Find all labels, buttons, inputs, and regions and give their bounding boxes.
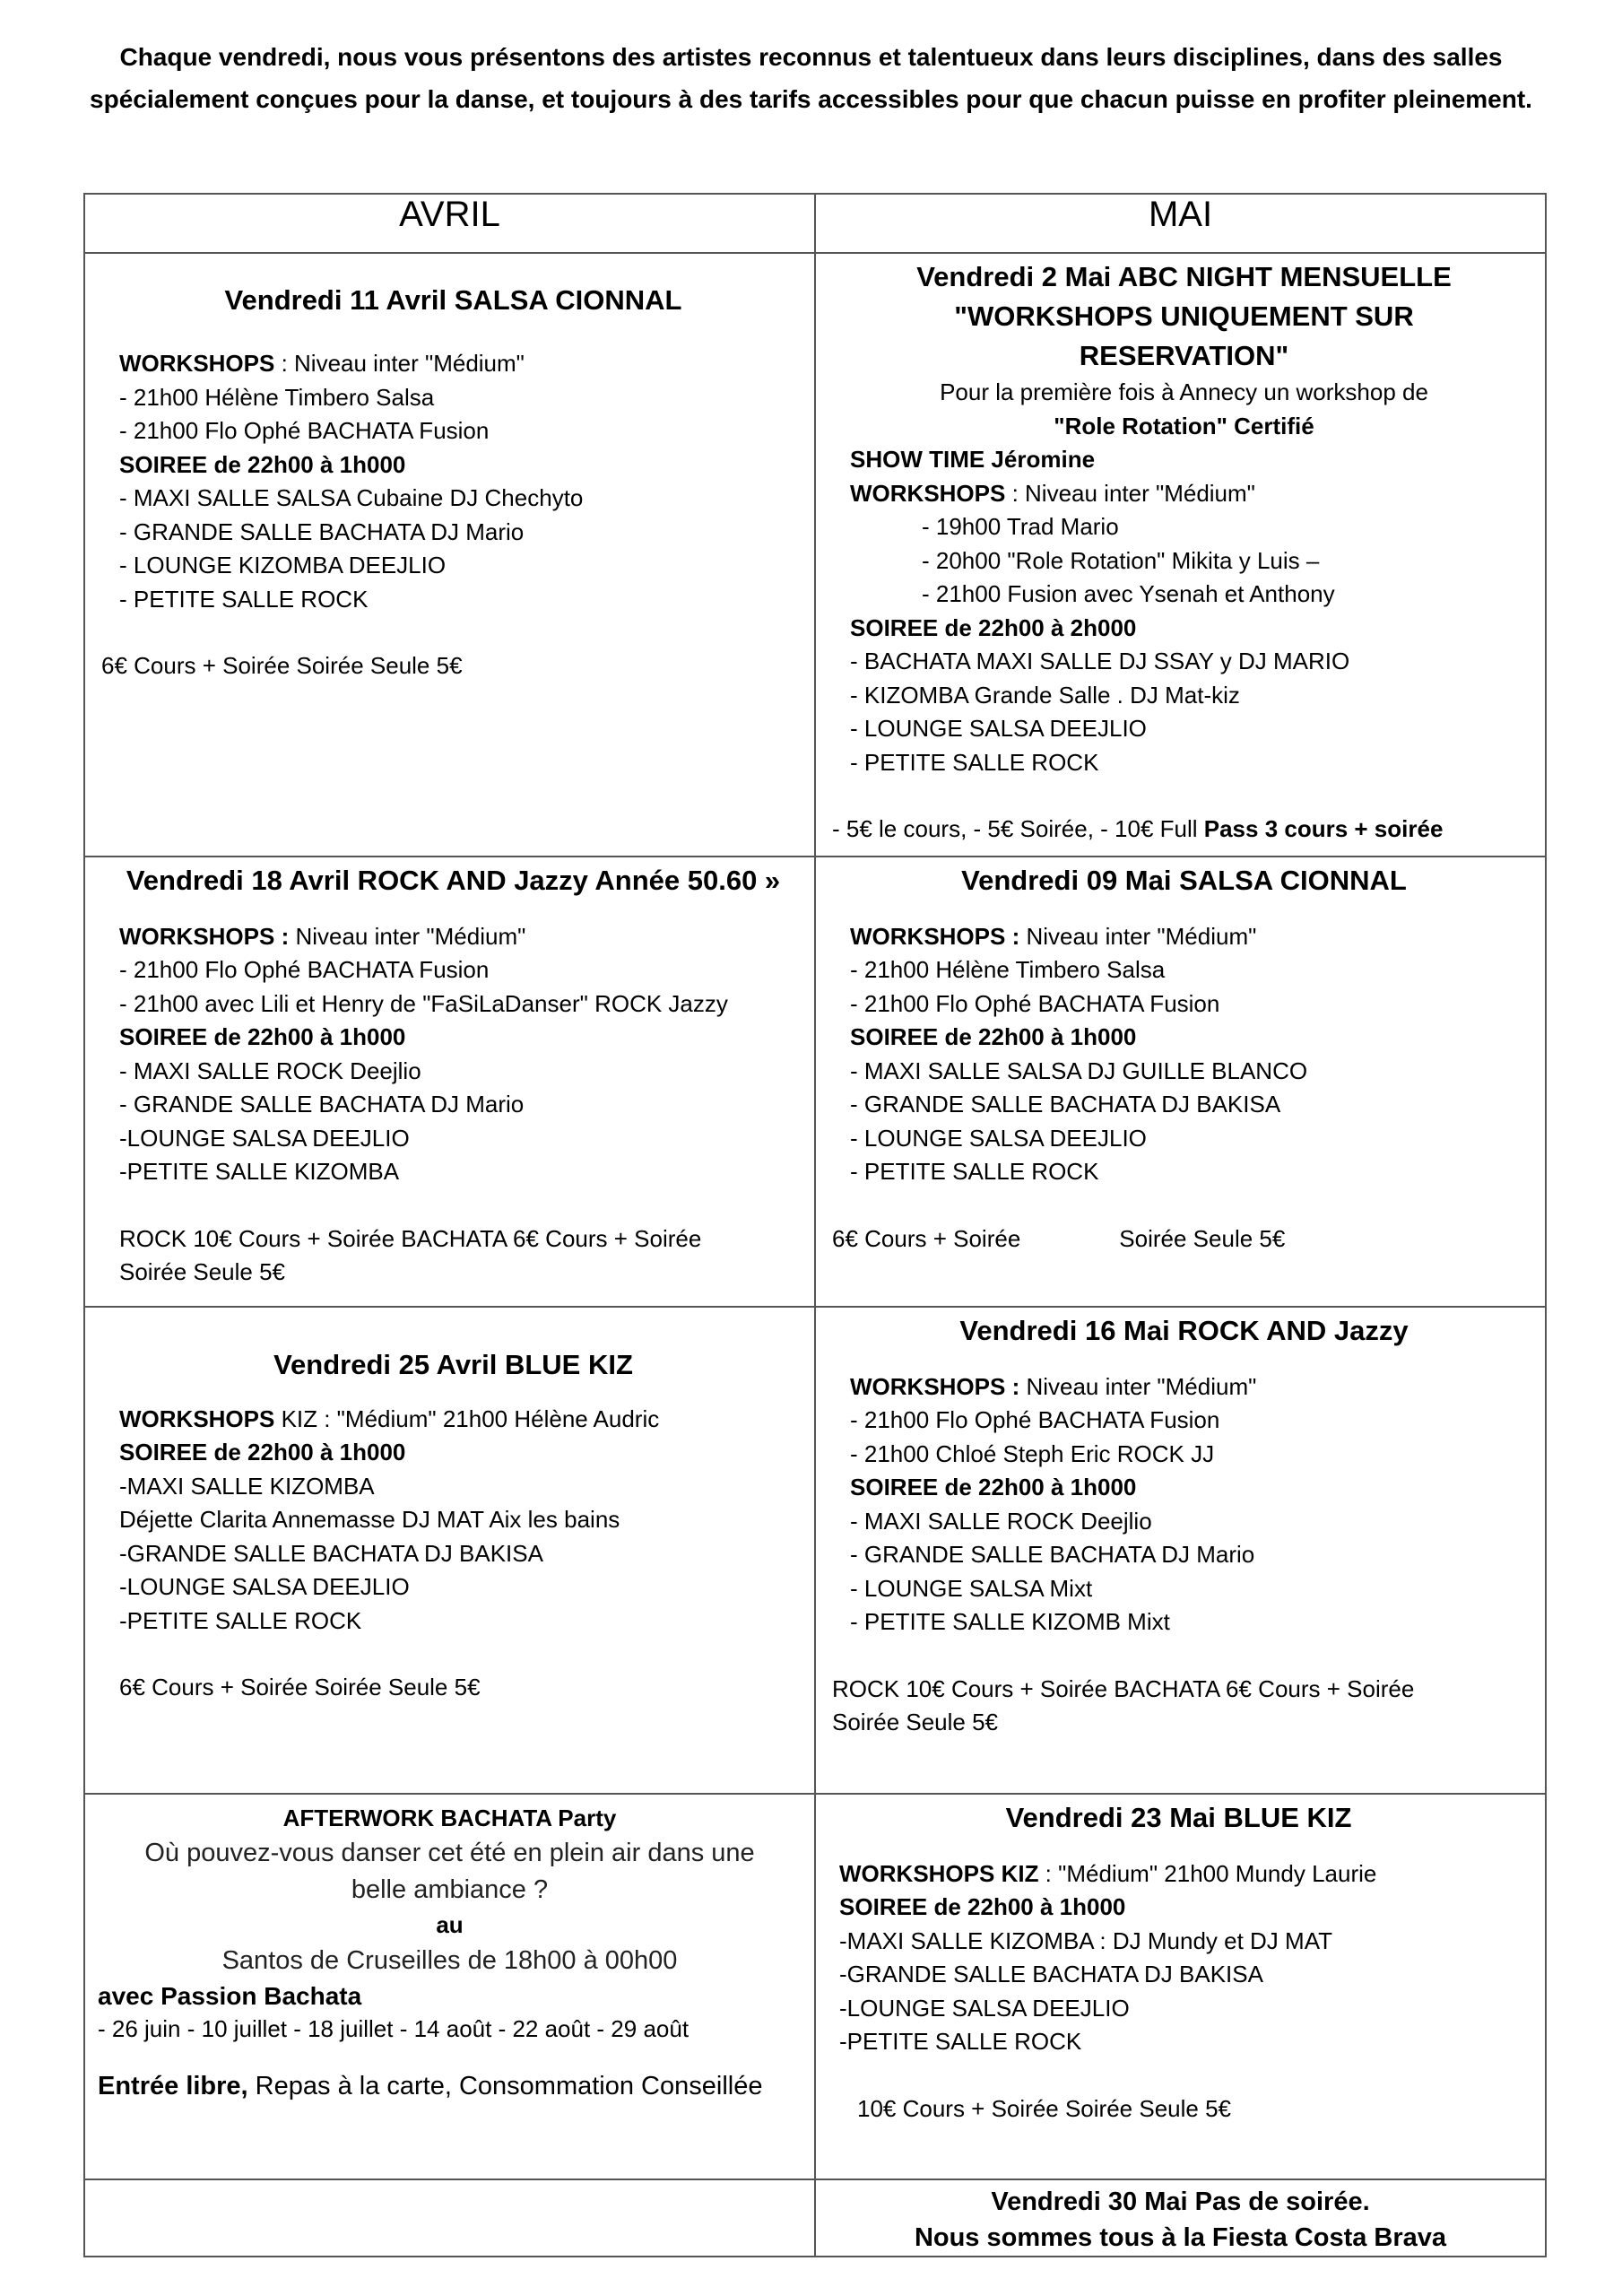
event-title: Vendredi 23 Mai BLUE KIZ (1005, 1801, 1352, 1833)
room-item: -PETITE SALLE KIZOMBA (119, 1158, 400, 1185)
afterwork-au: au (436, 1911, 464, 1938)
room-item: -PETITE SALLE ROCK (119, 1606, 362, 1634)
room-item: -LOUNGE SALSA DEEJLIO (839, 1994, 1130, 2022)
room-item: - MAXI SALLE ROCK Deejlio (850, 1507, 1152, 1535)
event-mai-02 (815, 253, 1546, 857)
event-avril-18 (84, 857, 815, 1307)
workshops-line: WORKSHOPS KIZ : "Médium" 21h00 Hélène Audric (119, 1405, 660, 1432)
room-item: - KIZOMBA Grande Salle . DJ Mat-kiz (850, 681, 1240, 709)
room-item: - GRANDE SALLE BACHATA DJ Mario (119, 517, 525, 545)
room-item: - PETITE SALLE ROCK (850, 1158, 1099, 1185)
workshops-line: WORKSHOPS : Niveau inter "Médium" (850, 922, 1257, 950)
room-item: -LOUNGE SALSA DEEJLIO (119, 1124, 410, 1152)
room-item: -GRANDE SALLE BACHATA DJ BAKISA (839, 1961, 1263, 1987)
afterwork-question: belle ambiance ? (351, 1875, 549, 1904)
room-item: - MAXI SALLE SALSA Cubaine DJ Chechyto (119, 484, 584, 511)
soiree-heading: SOIREE de 22h00 à 1h000 (119, 450, 406, 478)
afterwork-avec: avec Passion Bachata (98, 1981, 362, 2010)
soiree-heading: SOIREE de 22h00 à 2h000 (850, 613, 1137, 641)
room-item: - GRANDE SALLE BACHATA DJ Mario (119, 1091, 525, 1118)
price-line: Soirée Seule 5€ (832, 1709, 999, 1735)
show-line: SHOW TIME Jéromine (850, 446, 1096, 473)
room-item: - MAXI SALLE SALSA DJ GUILLE BLANCO (850, 1057, 1308, 1084)
workshops-line: WORKSHOPS : Niveau inter "Médium" (119, 922, 526, 950)
workshop-item: - 21h00 Hélène Timbero Salsa (850, 956, 1166, 983)
room-item: - PETITE SALLE ROCK (119, 585, 369, 613)
workshop-item: - 21h00 Flo Ophé BACHATA Fusion (119, 956, 490, 983)
event-note: Pour la première fois à Annecy un workshop de (940, 378, 1428, 405)
workshop-item: - 21h00 Chloé Steph Eric ROCK JJ (850, 1439, 1215, 1467)
price-line: Soirée Seule 5€ (119, 1258, 286, 1285)
workshops-line: WORKSHOPS : Niveau inter "Médium" (119, 350, 525, 377)
workshop-item: - 20h00 "Role Rotation" Mikita y Luis – (922, 546, 1320, 574)
event-mai-09 (815, 857, 1546, 1307)
schedule-table (83, 193, 1547, 2257)
room-item: -PETITE SALLE ROCK (839, 2028, 1082, 2055)
event-avril-25 (84, 1307, 815, 1794)
workshop-item: - 21h00 Flo Ophé BACHATA Fusion (119, 417, 490, 444)
event-mai-16 (815, 1307, 1546, 1794)
no-party-line: Vendredi 30 Mai Pas de soirée. (991, 2187, 1370, 2216)
room-item: -MAXI SALLE KIZOMBA (119, 1472, 375, 1500)
room-item: - GRANDE SALLE BACHATA DJ Mario (850, 1541, 1255, 1568)
soiree-heading: SOIREE de 22h00 à 1h000 (850, 1023, 1137, 1050)
event-mai-30 (815, 2179, 1546, 2257)
workshop-item: - 21h00 Hélène Timbero Salsa (119, 383, 435, 411)
workshop-item: - 21h00 Fusion avec Ysenah et Anthony (922, 580, 1335, 607)
workshops-line: WORKSHOPS KIZ : "Médium" 21h00 Mundy Laurie (839, 1859, 1377, 1887)
workshops-line: WORKSHOPS : Niveau inter "Médium" (850, 479, 1255, 507)
room-item: - LOUNGE KIZOMBA DEEJLIO (119, 552, 447, 578)
workshop-item: - 21h00 Flo Ophé BACHATA Fusion (850, 1406, 1220, 1433)
price-line: 6€ Cours + Soirée Soirée Seule 5€ (101, 652, 463, 679)
afterwork-question: Où pouvez-vous danser cet été en plein air dans une (144, 1839, 755, 1867)
price-line: 10€ Cours + Soirée Soirée Seule 5€ (857, 2094, 1231, 2122)
header-avril: AVRIL (84, 194, 815, 253)
room-item: - PETITE SALLE KIZOMB Mixt (850, 1608, 1170, 1635)
price-line: 6€ Cours + Soirée Soirée Seule 5€ (119, 1674, 481, 1700)
workshop-item: - 19h00 Trad Mario (922, 513, 1119, 540)
soiree-heading: SOIREE de 22h00 à 1h000 (850, 1474, 1137, 1500)
event-mai-23 (815, 1794, 1546, 2179)
room-item: -GRANDE SALLE BACHATA DJ BAKISA (119, 1539, 543, 1567)
afterwork-dates: - 26 juin - 10 juillet - 18 juillet - 14 août - 22 août - 29 août (98, 2015, 690, 2042)
event-title: Vendredi 18 Avril ROCK AND Jazzy Année 50.60 » (126, 864, 781, 896)
price-line: 6€ Cours + Soirée Soirée Seule 5€ (832, 1224, 1286, 1252)
event-title: Vendredi 11 Avril SALSA CIONNAL (224, 284, 682, 316)
room-item: - MAXI SALLE ROCK Deejlio (119, 1057, 421, 1084)
room-item: - PETITE SALLE ROCK (850, 748, 1099, 776)
fiesta-line: Nous sommes tous à la Fiesta Costa Brava (914, 2222, 1447, 2252)
afterwork-title: AFTERWORK BACHATA Party (282, 1804, 617, 1831)
soiree-heading: SOIREE de 22h00 à 1h000 (839, 1893, 1126, 1920)
price-line: ROCK 10€ Cours + Soirée BACHATA 6€ Cours + Soirée (119, 1224, 702, 1252)
room-item: - LOUNGE SALSA Mixt (850, 1574, 1093, 1602)
afterwork-bachata (84, 1794, 815, 2179)
soiree-heading: SOIREE de 22h00 à 1h000 (119, 1439, 406, 1465)
room-item: - LOUNGE SALSA DEEJLIO (850, 715, 1147, 742)
room-item: -MAXI SALLE KIZOMBA : DJ Mundy et DJ MAT (839, 1926, 1332, 1954)
event-title: Vendredi 16 Mai ROCK AND Jazzy (959, 1314, 1409, 1346)
empty-cell (84, 2179, 815, 2257)
room-item: - GRANDE SALLE BACHATA DJ BAKISA (850, 1091, 1281, 1118)
afterwork-entree: Entrée libre, Repas à la carte, Consommation Conseillée (98, 2071, 763, 2100)
room-item: Déjette Clarita Annemasse DJ MAT Aix les bains (119, 1506, 620, 1533)
price-line: ROCK 10€ Cours + Soirée BACHATA 6€ Cours + Soirée (832, 1674, 1415, 1702)
event-title: Vendredi 09 Mai SALSA CIONNAL (961, 864, 1407, 896)
soiree-heading: SOIREE de 22h00 à 1h000 (119, 1023, 406, 1050)
event-title: Vendredi 25 Avril BLUE KIZ (273, 1348, 633, 1380)
workshop-item: - 21h00 avec Lili et Henry de "FaSiLaDanser" ROCK Jazzy (119, 989, 728, 1017)
event-avril-11 (84, 253, 815, 857)
afterwork-place: Santos de Cruseilles de 18h00 à 00h00 (221, 1945, 678, 1975)
room-item: - BACHATA MAXI SALLE DJ SSAY y DJ MARIO (850, 648, 1350, 674)
workshops-line: WORKSHOPS : Niveau inter "Médium" (850, 1372, 1257, 1400)
room-item: -LOUNGE SALSA DEEJLIO (119, 1573, 410, 1600)
header-mai: MAI (815, 194, 1546, 253)
intro-text: Chaque vendredi, nous vous présentons des artistes reconnus et talentueux dans leurs disciplines, dans des salles spécialement conçues pour la danse, et toujours à des tarifs accessibles pour que chacun puisse en profiter pleinement. (90, 43, 1532, 113)
event-subtitle: "WORKSHOPS UNIQUEMENT SUR RESERVATION" (954, 300, 1414, 371)
event-title: Vendredi 2 Mai ABC NIGHT MENSUELLE (916, 261, 1452, 292)
price-line: - 5€ le cours, - 5€ Soirée, - 10€ Full Pass 3 cours + soirée (832, 815, 1444, 842)
event-note-bold: "Role Rotation" Certifié (1054, 412, 1314, 439)
room-item: - LOUNGE SALSA DEEJLIO (850, 1124, 1147, 1152)
workshop-item: - 21h00 Flo Ophé BACHATA Fusion (850, 989, 1220, 1017)
